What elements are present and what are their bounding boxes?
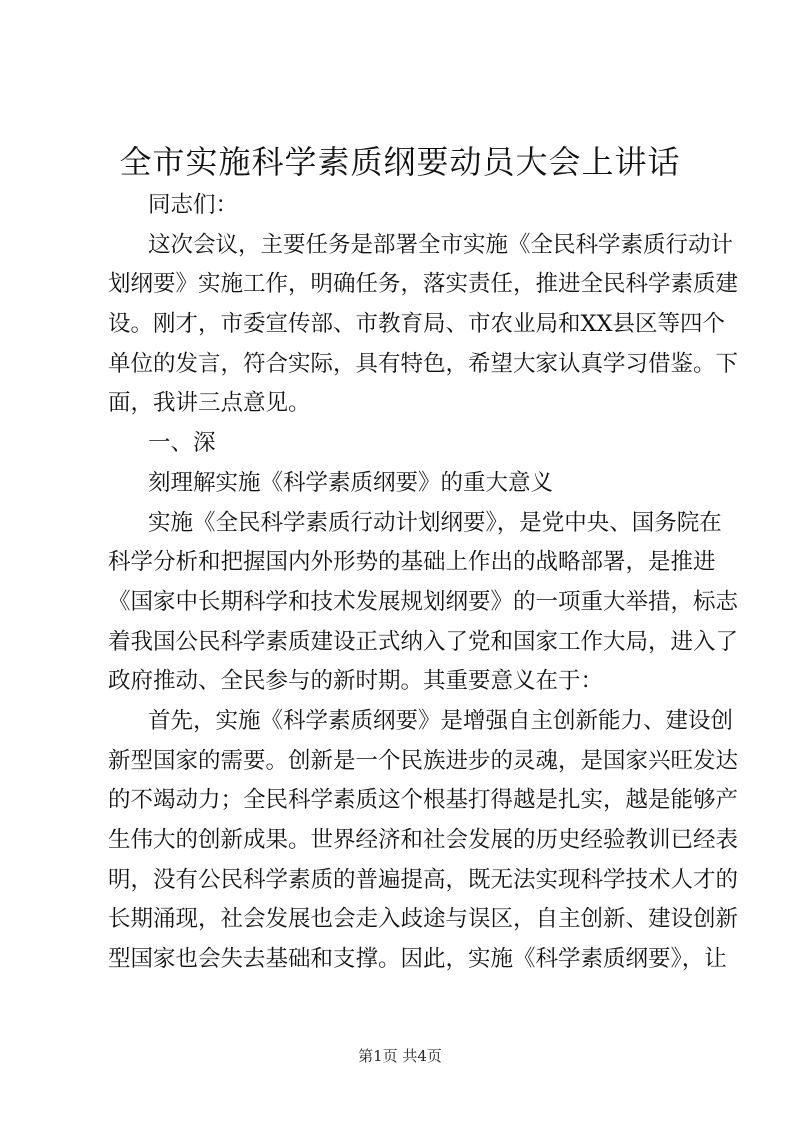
text-line: 面，我讲三点意见。 xyxy=(108,390,311,417)
text-line: 长期涌现，社会发展也会走入歧途与误区，自主创新、建设创新 xyxy=(108,906,739,933)
text-line: 《国家中长期科学和技术发展规划纲要》的一项重大举措，标志 xyxy=(108,588,739,615)
text-line: 政府推动、全民参与的新时期。其重要意义在于： xyxy=(108,668,604,695)
section-heading-line: 刻理解实施《科学素质纲要》的重大意义 xyxy=(148,469,554,496)
text-line: 新型国家的需要。创新是一个民族进步的灵魂，是国家兴旺发达 xyxy=(108,747,739,774)
document-body xyxy=(108,186,739,980)
text-line: 科学分析和把握国内外形势的基础上作出的战略部署，是推进 xyxy=(108,549,716,576)
text-line: 这次会议，主要任务是部署全市实施《全民科学素质行动计 xyxy=(148,231,734,258)
page-number-footer: 第1页 共4页 xyxy=(358,1047,442,1065)
document-title: 全市实施科学素质纲要动员大会上讲话 xyxy=(119,143,681,181)
salutation-line: 同志们： xyxy=(148,192,239,218)
text-line: 的不竭动力；全民科学素质这个根基打得越是扎实，越是能够产 xyxy=(108,787,739,814)
text-line: 生伟大的创新成果。世界经济和社会发展的历史经验教训已经表 xyxy=(108,827,739,853)
text-line: 设。刚才，市委宣传部、市教育局、市农业局和XX县区等四个 xyxy=(108,311,726,338)
section-heading-line: 一、深 xyxy=(148,430,216,457)
text-line: 明，没有公民科学素质的普遍提高，既无法实现科学技术人才的 xyxy=(108,866,739,893)
text-line: 单位的发言，符合实际，具有特色，希望大家认真学习借鉴。下 xyxy=(108,350,739,377)
text-line: 划纲要》实施工作，明确任务，落实责任，推进全民科学素质建 xyxy=(108,271,739,298)
text-line: 实施《全民科学素质行动计划纲要》，是党中央、国务院在 xyxy=(148,509,722,536)
text-line: 首先，实施《科学素质纲要》是增强自主创新能力、建设创 xyxy=(148,707,734,734)
text-line: 型国家也会失去基础和支撑。因此，实施《科学素质纲要》，让 xyxy=(108,946,727,973)
text-line: 着我国公民科学素质建设正式纳入了党和国家工作大局，进入了 xyxy=(108,628,739,655)
